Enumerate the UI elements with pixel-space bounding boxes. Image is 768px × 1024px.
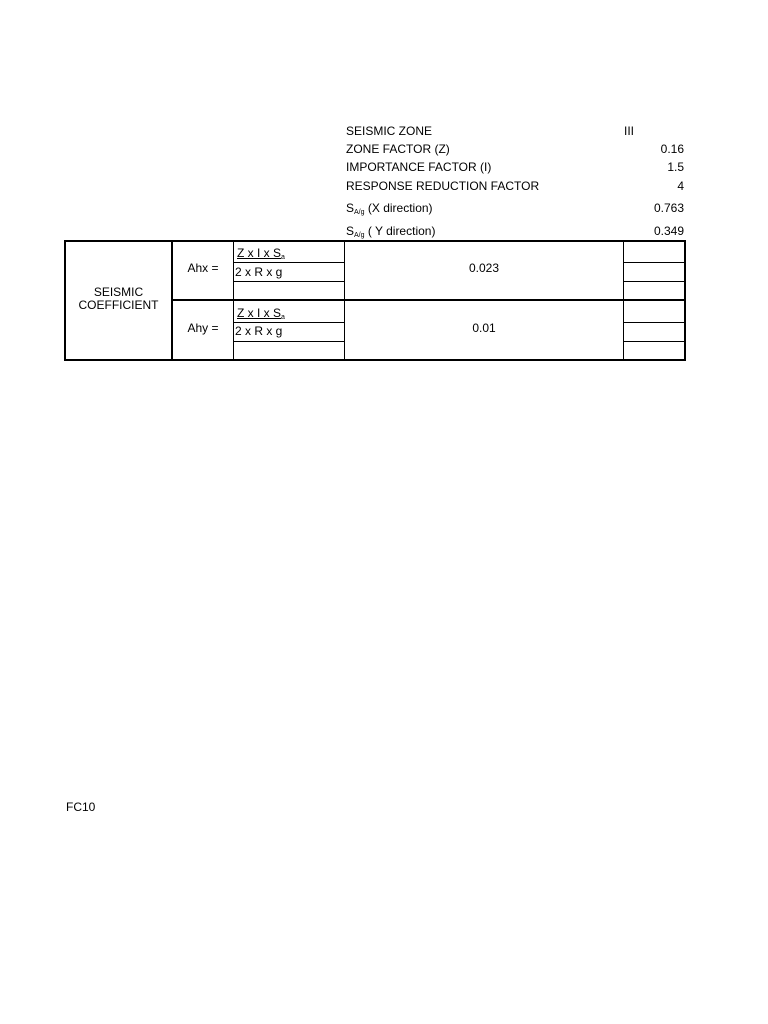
ahx-label: Ahx =: [187, 261, 219, 275]
footer-code: FC10: [66, 800, 96, 814]
seismic-zone-value: III: [624, 124, 635, 138]
sag-y-text: ( Y direction): [364, 224, 436, 238]
seismic-zone-label: SEISMIC ZONE: [346, 124, 433, 138]
sag-x-label: [346, 200, 433, 216]
seismic-title-line1: SEISMIC: [93, 285, 144, 299]
sag-y-sub: A/g: [354, 232, 365, 239]
seismic-title-line2: COEFFICIENT: [78, 298, 159, 312]
table-divider: [623, 262, 685, 263]
fraction-line: [233, 262, 344, 263]
response-reduction-label: RESPONSE REDUCTION FACTOR: [346, 179, 540, 193]
sag-y-prefix: S: [346, 224, 355, 238]
zone-factor-value: 0.16: [660, 142, 684, 156]
ahx-denominator: 2 x R x g: [235, 265, 283, 279]
fraction-line: [233, 281, 344, 282]
table-divider: [171, 299, 686, 301]
sag-y-value: 0.349: [653, 224, 684, 238]
fraction-line: [233, 341, 344, 342]
table-divider: [623, 322, 685, 323]
table-divider: [623, 341, 685, 342]
zone-factor-label: ZONE FACTOR (Z): [346, 142, 450, 156]
ahx-numerator: [237, 245, 285, 261]
sag-x-text: (X direction): [364, 201, 433, 215]
ahy-denominator: 2 x R x g: [235, 324, 283, 338]
table-divider: [623, 281, 685, 282]
ahy-numerator-text: Z x I x S: [237, 306, 282, 320]
importance-factor-label: IMPORTANCE FACTOR (I): [346, 160, 492, 174]
ahy-label: Ahy =: [187, 321, 219, 335]
sag-x-sub: A/g: [354, 209, 365, 216]
ahy-numerator: [237, 305, 285, 321]
sag-y-label: [346, 223, 435, 239]
ahx-numerator-text: Z x I x S: [237, 246, 282, 260]
sag-x-prefix: S: [346, 201, 355, 215]
response-reduction-value: 4: [677, 179, 684, 193]
ahy-numerator-sub: a: [281, 314, 285, 321]
ahx-value: 0.023: [468, 261, 500, 275]
importance-factor-value: 1.5: [667, 160, 684, 174]
ahx-numerator-sub: a: [281, 254, 285, 261]
ahy-value: 0.01: [472, 321, 496, 335]
sag-x-value: 0.763: [653, 201, 684, 215]
